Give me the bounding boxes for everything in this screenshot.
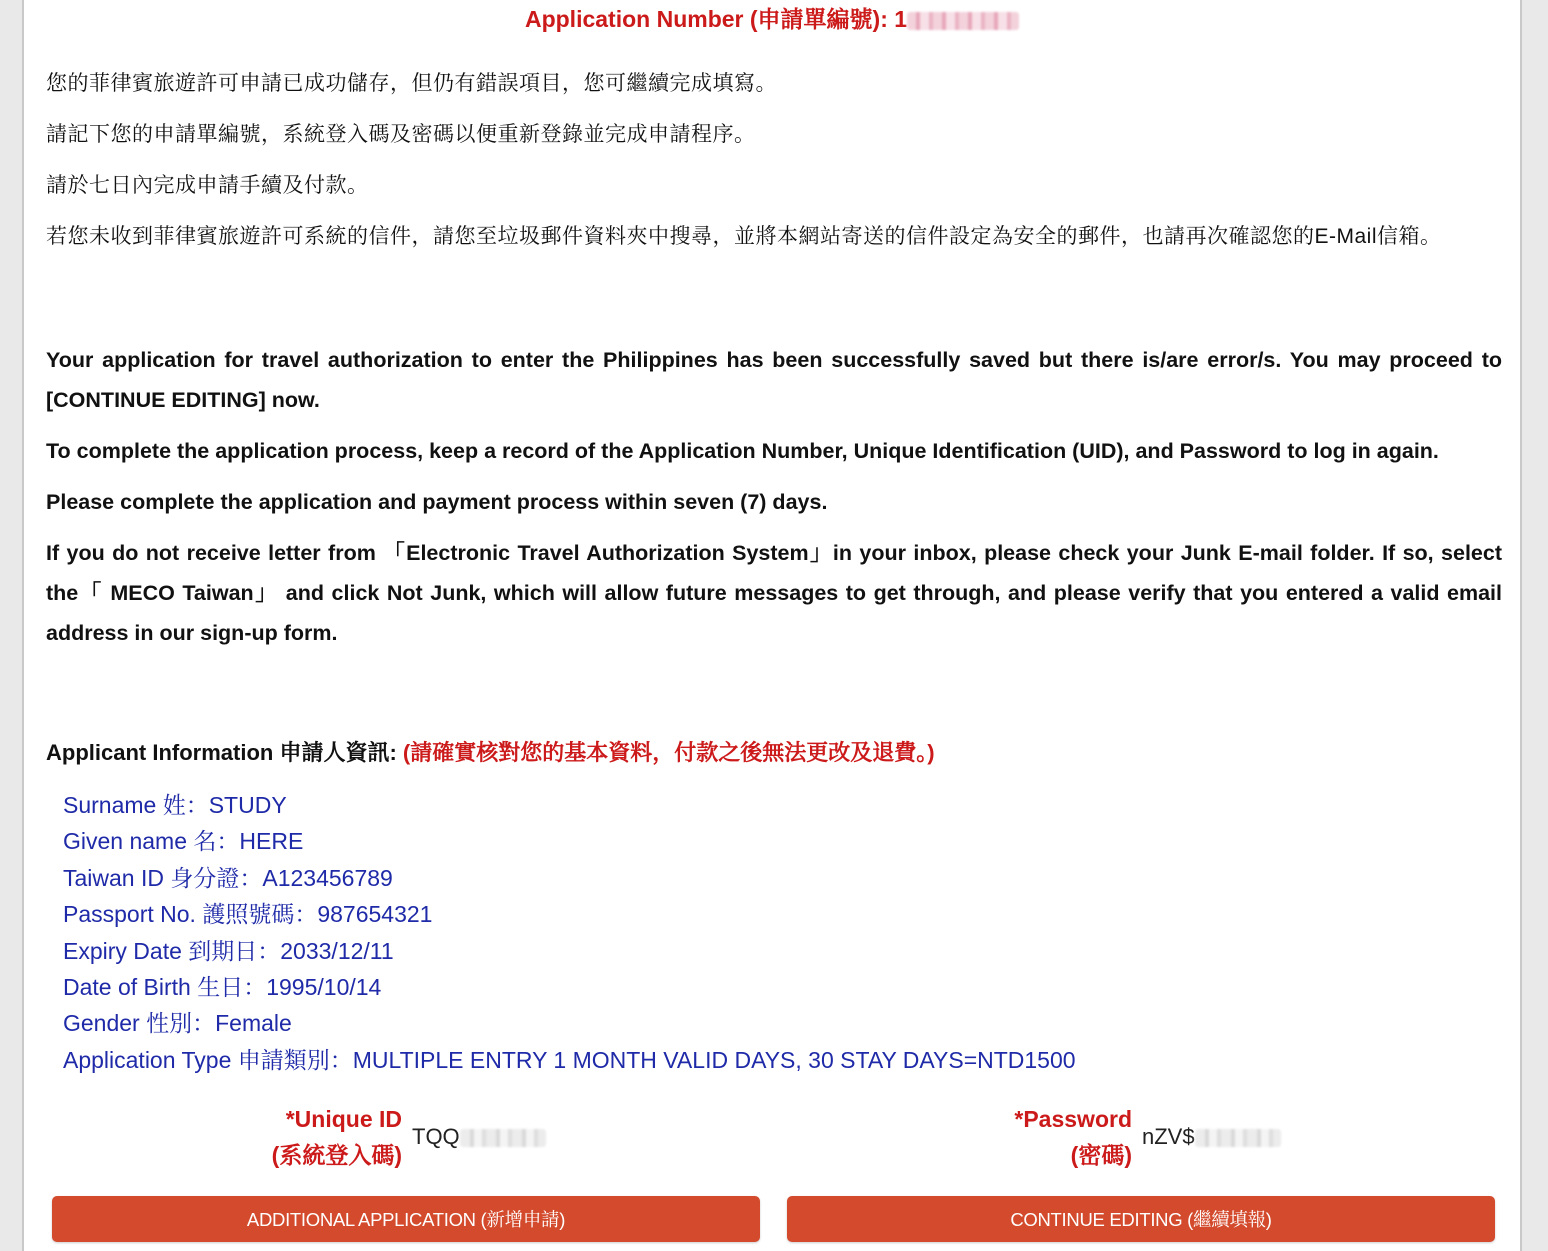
applicant-info-warning: (請確實核對您的基本資料，付款之後無法更改及退費。) [402,740,935,765]
unique-id-visible: TQQ [412,1124,460,1149]
applicant-info-title: Applicant Information 申請人資訊: [46,740,397,765]
info-gender: Gender 性別：Female [63,1010,292,1037]
info-given-name: Given name 名：HERE [63,828,304,855]
info-passport-no: Passport No. 護照號碼：987654321 [63,901,433,928]
password-visible: nZV$ [1142,1124,1195,1149]
unique-id-label-zh: (系統登入碼) [271,1142,402,1168]
info-taiwan-id: Taiwan ID 身分證：A123456789 [63,864,393,891]
redacted-unique-id [460,1129,546,1147]
info-date-of-birth: Date of Birth 生日：1995/10/14 [63,974,382,1001]
notice-en [46,340,1502,664]
info-surname: Surname 姓：STUDY [63,792,287,818]
application-number-label: Application Number (申請單編號): 1 [524,6,908,32]
additional-application-button[interactable]: ADDITIONAL APPLICATION (新增申請) [52,1196,760,1242]
result-panel [22,0,1522,1251]
application-number [24,4,1520,34]
unique-id-label [242,1101,402,1173]
password-label-en: *Password [1014,1106,1132,1132]
notice-zh-junk-mail: 若您未收到菲律賓旅遊許可系統的信件，請您至垃圾郵件資料夾中搜尋，並將本網站寄送的信件設定為安全的郵件，也請再次確認您的E-Mail信箱。 [46,225,1442,248]
notice-zh-record: 請記下您的申請單編號，系統登入碼及密碼以便重新登錄並完成申請程序。 [46,123,756,146]
password-value [1142,1119,1281,1155]
applicant-info-list [63,787,1076,1078]
info-application-type: Application Type 申請類別：MULTIPLE ENTRY 1 MONTH VALID DAYS, 30 STAY DAYS=NTD1500 [63,1046,1076,1073]
notice-en-saved: Your application for travel authorization to enter the Philippines has been successfully saved but there is/are error/s. You may proceed to [CONTINUE EDITING] now. [46,348,1502,412]
notice-zh [46,64,1502,268]
password-label-zh: (密碼) [1070,1142,1132,1168]
info-expiry-date: Expiry Date 到期日：2033/12/11 [63,937,394,964]
password-label [962,1101,1132,1173]
notice-en-deadline: Please complete the application and payment process within seven (7) days. [46,490,828,514]
redacted-password [1195,1129,1281,1147]
notice-en-record: To complete the application process, keep a record of the Application Number, Unique Identification (UID), and Password to log in again. [46,439,1439,463]
continue-editing-button[interactable]: CONTINUE EDITING (繼續填報) [787,1196,1495,1242]
redacted-application-number [907,12,1019,30]
unique-id-label-en: *Unique ID [285,1106,402,1132]
notice-zh-saved: 您的菲律賓旅遊許可申請已成功儲存，但仍有錯誤項目，您可繼續完成填寫。 [46,72,777,95]
notice-en-junk-mail: If you do not receive letter from 「Electronic Travel Authorization System」in your inbox, please check your Junk E-mail folder. If so, select the「 MECO Taiwan」 and click Not Junk, which will allow future messages to get through, and please verify that you entered a valid email address in our sign-up form. [46,541,1502,645]
notice-zh-deadline: 請於七日內完成申請手續及付款。 [46,174,369,197]
applicant-info-heading [46,735,1502,771]
unique-id-value [412,1119,546,1155]
